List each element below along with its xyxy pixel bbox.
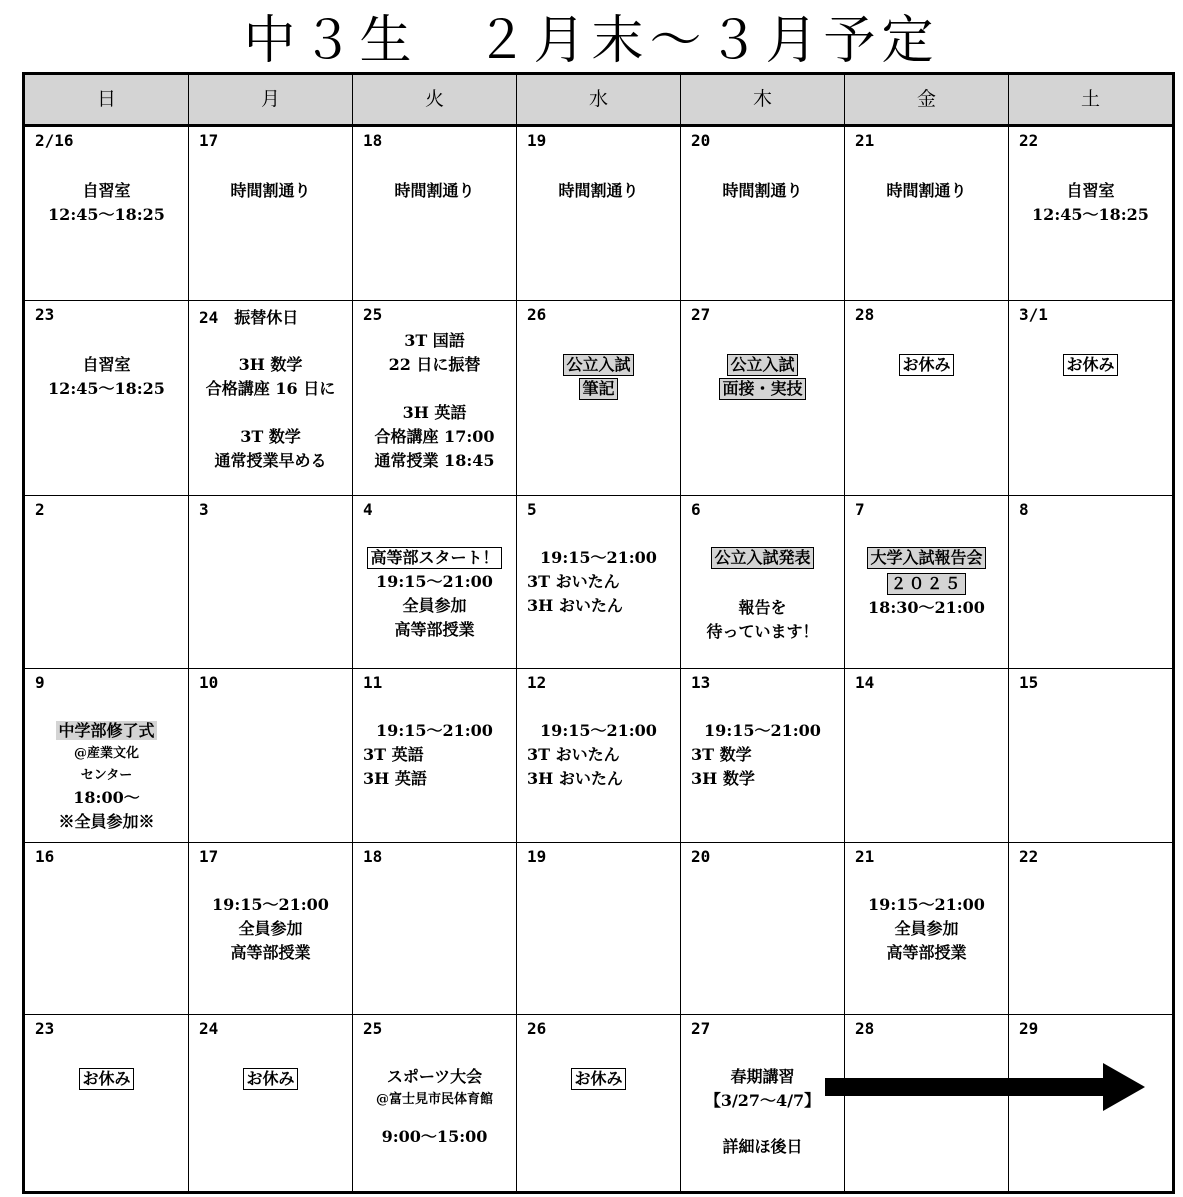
calendar-day-cell <box>1009 496 1172 669</box>
event-text: 時間割通り <box>394 181 475 200</box>
calendar-day-cell <box>353 127 517 301</box>
holiday-badge: お休み <box>79 1068 133 1090</box>
event-text: 18:30～21:00 <box>868 598 985 617</box>
day-number: 22 <box>1019 131 1039 150</box>
day-number: 10 <box>199 673 219 692</box>
event-text: 通常授業早める <box>214 451 327 470</box>
holiday-badge: お休み <box>899 354 953 376</box>
event-text: 22 日に振替 <box>388 355 481 374</box>
calendar-day-cell <box>25 496 189 669</box>
event-text: 19:15～21:00 <box>212 895 329 914</box>
calendar-day-cell <box>353 669 517 843</box>
weekday-tue: 火 <box>353 75 517 124</box>
exam-badge: 筆記 <box>579 378 617 400</box>
calendar-day-cell <box>25 127 189 301</box>
event-text: 3H おいたん <box>527 769 623 788</box>
calendar-grid <box>22 72 1175 1194</box>
weekday-header <box>25 75 1172 127</box>
calendar-day-cell <box>681 843 845 1015</box>
calendar-day-cell <box>1009 843 1172 1015</box>
calendar-day-cell <box>517 843 681 1015</box>
event-text: 自習室 <box>82 355 131 374</box>
calendar-day-cell <box>517 301 681 496</box>
calendar-day-cell <box>517 127 681 301</box>
exam-badge: 公立入試 <box>563 354 633 376</box>
calendar-day-cell <box>845 301 1009 496</box>
event-text: ※全員参加※ <box>58 812 155 831</box>
day-number: 6 <box>691 500 701 519</box>
day-number: 20 <box>691 847 711 866</box>
day-number: 16 <box>35 847 55 866</box>
event-text: 19:15～21:00 <box>704 721 821 740</box>
day-number: 28 <box>855 305 875 324</box>
holiday-badge: お休み <box>1063 354 1117 376</box>
event-text: 12:45～18:25 <box>48 205 165 224</box>
day-number: 29 <box>1019 1019 1039 1038</box>
day-number: 14 <box>855 673 875 692</box>
event-text: 待っています！ <box>706 622 819 641</box>
day-number: 2 <box>35 500 45 519</box>
report-meeting-badge: 大学入試報告会 <box>867 547 985 569</box>
day-number: 23 <box>35 1019 55 1038</box>
event-text: 3T 数学 <box>691 745 752 764</box>
calendar-day-cell <box>681 496 845 669</box>
day-number: 27 <box>691 1019 711 1038</box>
holiday-badge: お休み <box>571 1068 625 1090</box>
calendar-day-cell <box>517 669 681 843</box>
day-number: 23 <box>35 305 55 324</box>
calendar-day-cell <box>517 1015 681 1191</box>
day-number: 27 <box>691 305 711 324</box>
highschool-start-badge: 高等部スタート！ <box>367 547 501 569</box>
calendar-day-cell <box>1009 669 1172 843</box>
event-text: 自習室 <box>1066 181 1115 200</box>
day-number: 12 <box>527 673 547 692</box>
event-text: 時間割通り <box>558 181 639 200</box>
event-text: 19:15～21:00 <box>376 572 493 591</box>
day-number: 21 <box>855 847 875 866</box>
event-text: 時間割通り <box>722 181 803 200</box>
calendar-day-cell <box>517 496 681 669</box>
page-title: 中３生 ２月末～３月予定 <box>243 11 940 71</box>
calendar-day-cell <box>189 843 353 1015</box>
day-number: 5 <box>527 500 537 519</box>
holiday-badge: お休み <box>243 1068 297 1090</box>
day-number: 4 <box>363 500 373 519</box>
calendar-day-cell <box>189 301 353 496</box>
event-text: 12:45～18:25 <box>1032 205 1149 224</box>
calendar-day-cell <box>353 301 517 496</box>
calendar-day-cell <box>681 301 845 496</box>
event-text: 19:15～21:00 <box>868 895 985 914</box>
event-text: 高等部授業 <box>230 943 311 962</box>
day-number: 7 <box>855 500 865 519</box>
day-number: 25 <box>363 1019 383 1038</box>
day-number: 18 <box>363 131 383 150</box>
day-number: 26 <box>527 1019 547 1038</box>
exam-badge: 公立入試 <box>727 354 797 376</box>
graduation-ceremony-badge: 中学部修了式 <box>58 721 155 740</box>
event-text: 春期講習 <box>730 1067 795 1086</box>
weekday-mon: 月 <box>189 75 353 124</box>
event-text: 高等部授業 <box>394 620 475 639</box>
day-number: 2/16 <box>35 131 74 150</box>
day-number: 20 <box>691 131 711 150</box>
exam-result-badge: 公立入試発表 <box>711 547 813 569</box>
weekday-sun: 日 <box>25 75 189 124</box>
event-text: @産業文化 <box>73 746 139 761</box>
exam-badge: 面接・実技 <box>719 378 805 400</box>
day-number: 8 <box>1019 500 1029 519</box>
calendar-day-cell <box>25 301 189 496</box>
event-text: 合格講座 16 日に <box>205 379 336 398</box>
calendar-day-cell <box>845 127 1009 301</box>
event-text: 合格講座 17:00 <box>374 427 495 446</box>
weekday-fri: 金 <box>845 75 1009 124</box>
calendar-day-cell <box>1009 127 1172 301</box>
day-number: 17 <box>199 847 219 866</box>
event-text: 3T 英語 <box>363 745 424 764</box>
day-number: 13 <box>691 673 711 692</box>
report-meeting-year-badge: ２０２５ <box>887 573 965 595</box>
event-text: 3H 英語 <box>363 769 427 788</box>
weekday-thu: 木 <box>681 75 845 124</box>
day-number: 25 <box>363 305 383 324</box>
day-number: 3/1 <box>1019 305 1048 324</box>
event-text: 詳細ほ後日 <box>722 1137 803 1156</box>
event-text: 3T おいたん <box>527 572 620 591</box>
day-number: 11 <box>363 673 383 692</box>
arrow-right-icon <box>825 1063 1147 1113</box>
day-number: 3 <box>199 500 209 519</box>
calendar-day-cell <box>681 127 845 301</box>
event-text: 18:00～ <box>73 788 140 807</box>
calendar-day-cell <box>353 496 517 669</box>
event-text: 【3/27～4/7】 <box>704 1091 821 1110</box>
event-text: 全員参加 <box>238 919 303 938</box>
calendar-day-cell <box>189 127 353 301</box>
calendar-day-cell <box>189 669 353 843</box>
event-text: 19:15～21:00 <box>540 548 657 567</box>
day-number: 26 <box>527 305 547 324</box>
calendar-day-cell <box>25 1015 189 1191</box>
day-number: 24 <box>199 1019 219 1038</box>
weekday-sat: 土 <box>1080 88 1100 110</box>
event-text: 9:00～15:00 <box>381 1127 488 1146</box>
day-number: 18 <box>363 847 383 866</box>
day-number: 21 <box>855 131 875 150</box>
calendar-day-cell <box>681 669 845 843</box>
calendar-day-cell <box>353 1015 517 1191</box>
calendar-day-cell <box>681 1015 845 1191</box>
day-number: 19 <box>527 131 547 150</box>
event-text: 高等部授業 <box>886 943 967 962</box>
event-text: 全員参加 <box>894 919 959 938</box>
day-number: 28 <box>855 1019 875 1038</box>
day-number: 19 <box>527 847 547 866</box>
event-text: 全員参加 <box>402 596 467 615</box>
event-text: 自習室 <box>82 181 131 200</box>
day-number: 24 振替休日 <box>199 308 299 327</box>
calendar-day-cell <box>845 843 1009 1015</box>
event-text: 19:15～21:00 <box>376 721 493 740</box>
calendar-day-cell <box>189 1015 353 1191</box>
calendar-day-cell <box>189 496 353 669</box>
event-text: 3H 数学 <box>691 769 755 788</box>
event-text: 時間割通り <box>886 181 967 200</box>
event-text: 3T 数学 <box>240 427 301 446</box>
calendar-day-cell <box>845 496 1009 669</box>
calendar-day-cell <box>25 669 189 843</box>
day-number: 17 <box>199 131 219 150</box>
weekday-wed: 水 <box>517 75 681 124</box>
event-text: 19:15～21:00 <box>540 721 657 740</box>
day-number: 15 <box>1019 673 1039 692</box>
event-text: 報告を <box>738 598 787 617</box>
event-text: 3H 英語 <box>402 403 467 422</box>
event-text: 3H おいたん <box>527 596 623 615</box>
calendar-day-cell <box>1009 301 1172 496</box>
calendar-day-cell <box>353 843 517 1015</box>
calendar-day-cell <box>845 669 1009 843</box>
day-number: 22 <box>1019 847 1039 866</box>
event-text: スポーツ大会 <box>386 1067 483 1086</box>
event-text: 12:45～18:25 <box>48 379 165 398</box>
event-text: 3H 数学 <box>238 355 303 374</box>
calendar-day-cell <box>25 843 189 1015</box>
event-text: @富士見市民体育館 <box>375 1092 493 1107</box>
event-text: 3T おいたん <box>527 745 620 764</box>
event-text: 3T 国語 <box>404 331 465 350</box>
event-text: 時間割通り <box>230 181 311 200</box>
event-text: 通常授業 18:45 <box>374 451 495 470</box>
event-text: センター <box>80 768 133 783</box>
day-number: 9 <box>35 673 45 692</box>
